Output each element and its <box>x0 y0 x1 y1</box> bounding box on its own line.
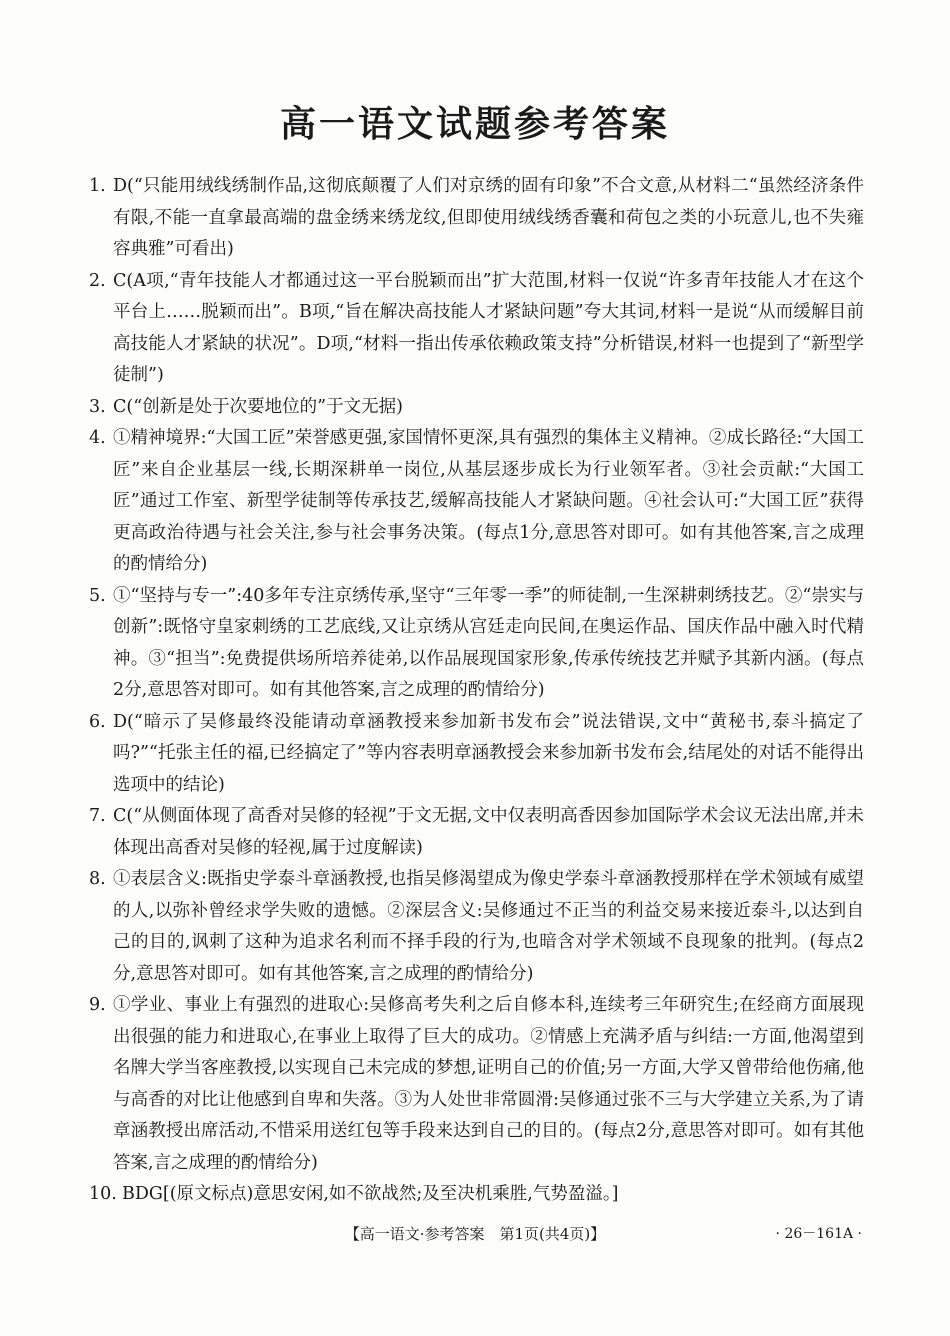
answer-number: 6. <box>89 711 106 732</box>
answer-text: D(“暗示了吴修最终没能请动章涵教授来参加新书发布会”说法错误,文中“黄秘书,泰斗搞定了吗?”“托张主任的福,已经搞定了”等内容表明章涵教授会来参加新书发布会,结尾处的对话不能得出选项中的结论) <box>113 711 864 795</box>
page-footer <box>0 1222 950 1246</box>
answer-item-1 <box>89 171 864 266</box>
footer-paper-code: · 26－161A · <box>775 1226 862 1242</box>
answer-text: D(“只能用绒线绣制作品,这彻底颠覆了人们对京绣的固有印象”不合文意,从材料二“虽然经济条件有限,不能一直拿最高端的盘金绣来绣龙纹,但即使用绒线绣香囊和荷包之类的小玩意儿,也不失雍容典雅”可看出) <box>113 176 864 259</box>
answer-item-6 <box>89 707 864 802</box>
answer-number: 5. <box>89 585 106 606</box>
footer-page-info: 【高一语文·参考答案 第1页(共4页)】 <box>344 1225 606 1243</box>
answer-item-5 <box>89 581 864 707</box>
answer-number: 2. <box>89 270 106 291</box>
answer-number: 8. <box>89 869 106 889</box>
answer-item-10 <box>89 1179 864 1211</box>
answer-item-2 <box>89 266 864 392</box>
page-title: 高一语文试题参考答案 <box>279 104 670 145</box>
answer-item-7 <box>89 801 864 864</box>
answer-text: C(A项,“青年技能人才都通过这一平台脱颖而出”扩大范围,材料一仅说“许多青年技能人才在这个平台上……脱颖而出”。B项,“旨在解决高技能人才紧缺问题”夸大其词,材料一是说“从而缓解目前高技能人才紧缺的状况”。D项,“材料一指出传承依赖政策支持”分析错误,材料一也提到了“新型学徒制”) <box>113 270 864 385</box>
answer-number: 10. <box>89 1184 117 1204</box>
answer-text: ①“坚持与专一”:40多年专注京绣传承,坚守“三年零一季”的师徒制,一生深耕刺绣技艺。②“崇实与创新”:既恪守皇家刺绣的工艺底线,又让京绣从宫廷走向民间,在奥运作品、国庆作品中融入时代精神。③“担当”:免费提供场所培养徒弟,以作品展现国家形象,传承传统技艺并赋予其新内涵。(每点2分,意思答对即可。如有其他答案,言之成理的酌情给分) <box>113 585 864 700</box>
answer-item-4 <box>89 423 864 581</box>
answer-text: ①学业、事业上有强烈的进取心:吴修高考失利之后自修本科,连续考三年研究生;在经商方面展现出很强的能力和进取心,在事业上取得了巨大的成功。②情感上充满矛盾与纠结:一方面,他渴望到名牌大学当客座教授,以实现自己未完成的梦想,证明自己的价值;另一方面,大学又曾带给他伤痛,他与高香的对比让他感到自卑和失落。③为人处世非常圆滑:吴修通过张不三与大学建立关系,为了请章涵教授出席活动,不惜采用送红包等手段来达到自己的目的。(每点2分,意思答对即可。如有其他答案,言之成理的酌情给分) <box>113 995 864 1173</box>
answer-number: 1. <box>89 176 106 196</box>
answer-text: C(“从侧面体现了高香对吴修的轻视”于文无据,文中仅表明高香因参加国际学术会议无法出席,并未体现出高香对吴修的轻视,属于过度解读) <box>113 806 864 858</box>
answer-text: C(“创新是处于次要地位的”于文无据) <box>113 396 403 417</box>
answer-text: BDG[(原文标点)意思安闲,如不欲战然;及至决机乘胜,气势盈溢。] <box>122 1184 619 1204</box>
answer-item-8 <box>89 864 864 990</box>
answer-number: 3. <box>89 396 106 417</box>
answer-number: 4. <box>89 428 106 448</box>
answer-number: 7. <box>89 806 106 826</box>
answer-item-3 <box>89 392 864 424</box>
answer-text: ①精神境界:“大国工匠”荣誉感更强,家国情怀更深,具有强烈的集体主义精神。②成长路径:“大国工匠”来自企业基层一线,长期深耕单一岗位,从基层逐步成长为行业领军者。③社会贡献:“大国工匠”通过工作室、新型学徒制等传承技艺,缓解高技能人才紧缺问题。④社会认可:“大国工匠”获得更高政治待遇与社会关注,参与社会事务决策。(每点1分,意思答对即可。如有其他答案,言之成理的酌情给分) <box>113 428 864 574</box>
answer-item-9 <box>89 990 864 1179</box>
answer-text: ①表层含义:既指史学泰斗章涵教授,也指吴修渴望成为像史学泰斗章涵教授那样在学术领域有威望的人,以弥补曾经求学失败的遗憾。②深层含义:吴修通过不正当的利益交易来接近泰斗,以达到自己的目的,讽刺了这种为追求名利而不择手段的行为,也暗含对学术领域不良现象的批判。(每点2分,意思答对即可。如有其他答案,言之成理的酌情给分) <box>113 869 864 984</box>
answer-number: 9. <box>89 995 106 1015</box>
answer-list <box>89 171 864 1211</box>
